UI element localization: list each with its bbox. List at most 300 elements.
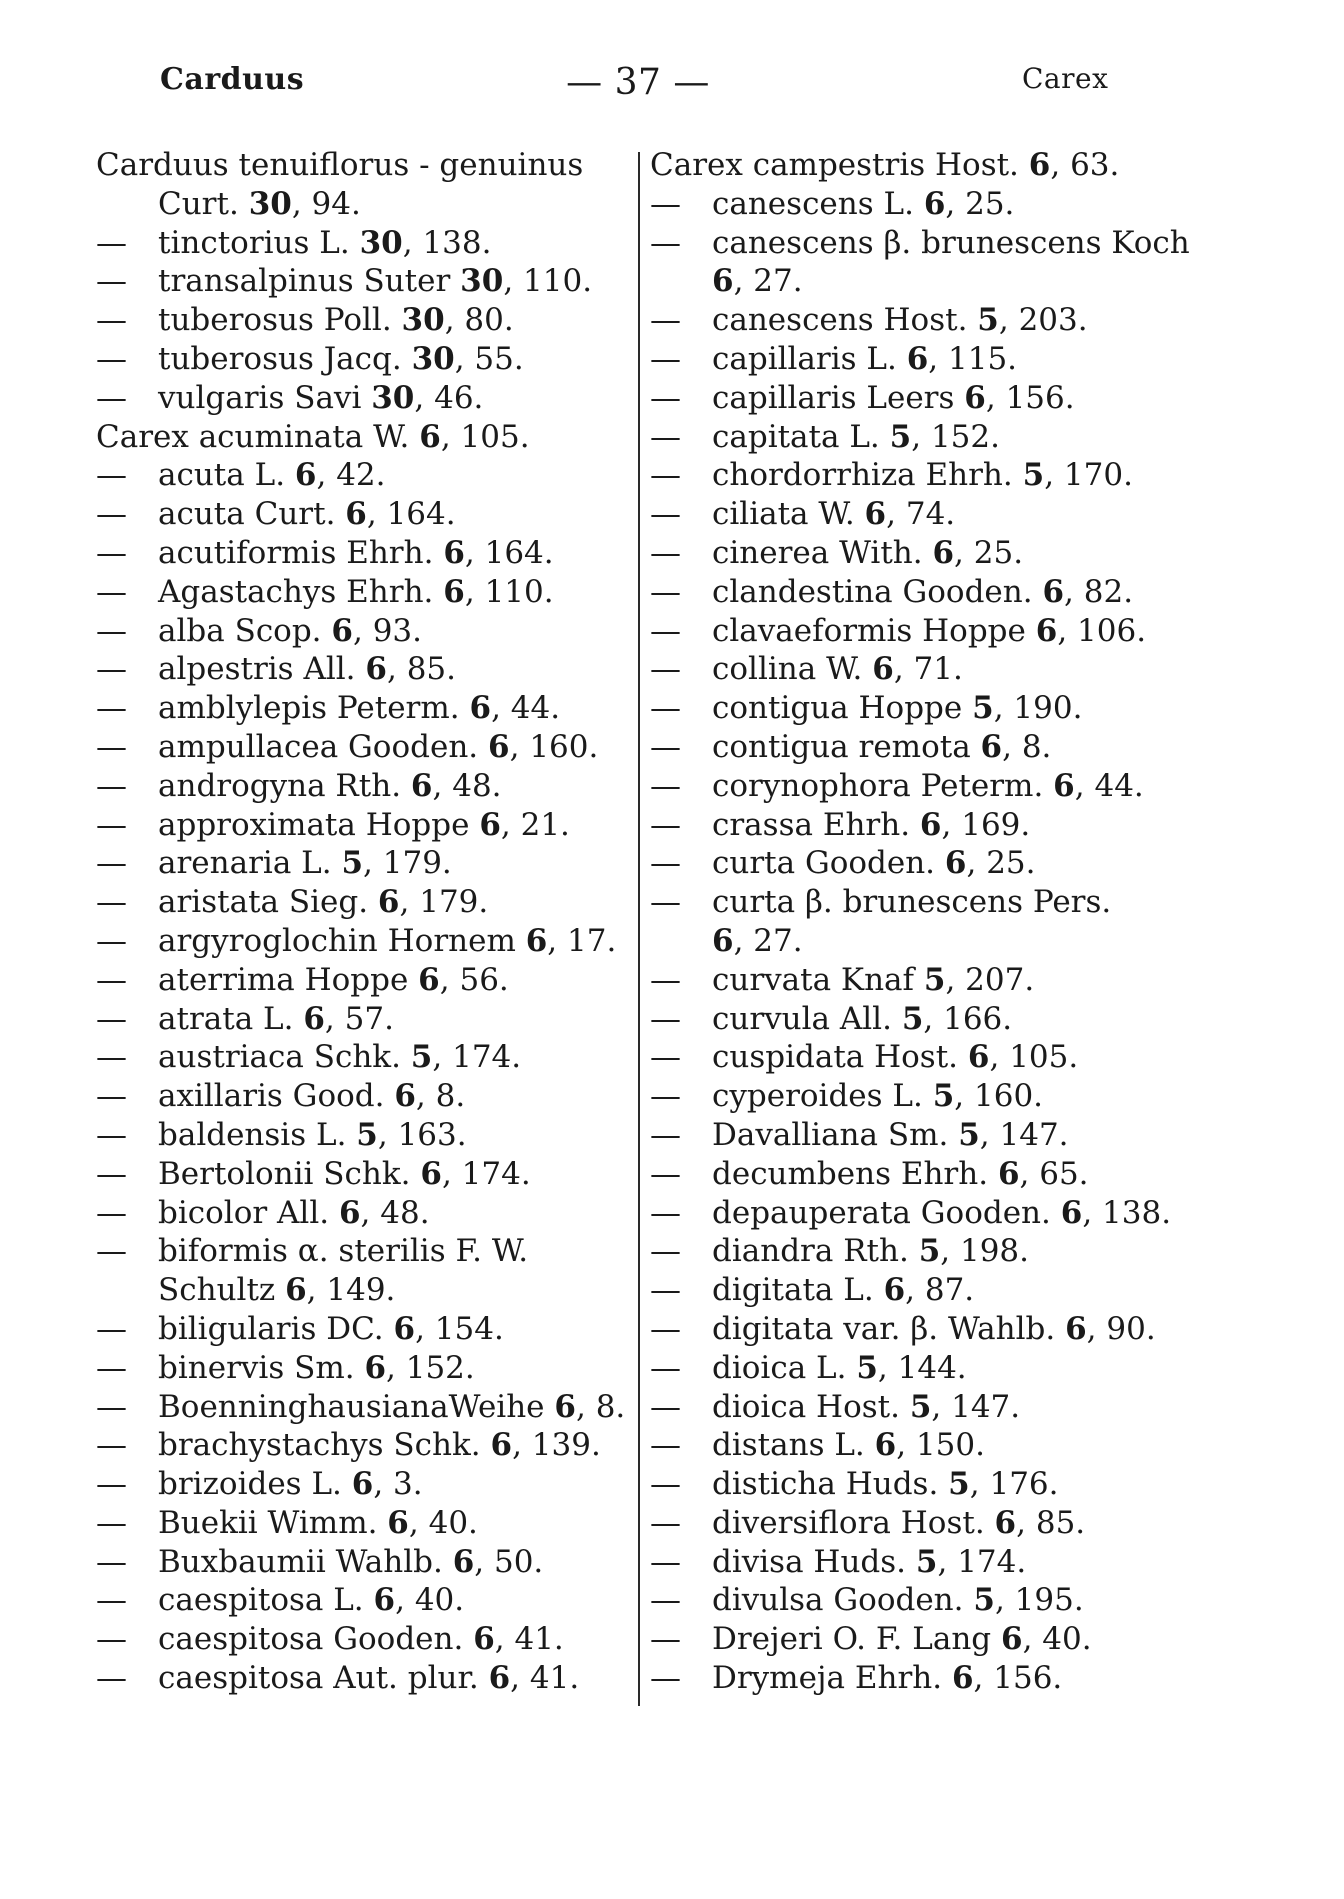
ditto-dash: — — [650, 496, 681, 533]
volume-number: 30 — [411, 340, 455, 377]
entry-name: diandra Rth. — [712, 1233, 909, 1270]
ditto-dash: — — [96, 1349, 127, 1386]
page-reference: 85. — [406, 651, 456, 688]
ditto-dash: — — [650, 185, 681, 222]
index-entry: — austriaca Schk. 5, 174. — [96, 1039, 522, 1076]
index-entry: — tinctorius L. 30, 138. — [96, 224, 492, 261]
volume-number: 6 — [469, 690, 492, 727]
ditto-dash: — — [650, 1543, 681, 1580]
page-reference: 144. — [897, 1349, 967, 1386]
ditto-dash: — — [650, 1078, 681, 1115]
index-entry: 6, 27. — [712, 922, 803, 959]
page-reference: 166. — [943, 1000, 1013, 1037]
index-entry: — diandra Rth. 5, 198. — [650, 1233, 1030, 1270]
index-entry: — caespitosa Aut. plur. 6, 41. — [96, 1660, 580, 1697]
index-entry: — atrata L. 6, 57. — [96, 1000, 394, 1037]
page-reference: 27. — [753, 263, 803, 300]
entry-name: cuspidata Host. — [712, 1039, 959, 1076]
volume-number: 5 — [973, 1582, 995, 1619]
ditto-dash: — — [650, 1660, 681, 1697]
ditto-dash: — — [96, 612, 127, 649]
ditto-dash: — — [650, 767, 681, 804]
page-reference: 71. — [913, 651, 963, 688]
volume-number: 6 — [394, 1078, 416, 1115]
index-entry: — alba Scop. 6, 93. — [96, 612, 423, 649]
page-reference: 179. — [419, 884, 489, 921]
entry-name: decumbens Ehrh. — [712, 1155, 989, 1192]
entry-name: caespitosa Aut. plur. — [158, 1660, 479, 1697]
volume-number: 6 — [906, 340, 929, 377]
ditto-dash: — — [96, 1466, 127, 1503]
ditto-dash: — — [96, 1039, 127, 1076]
entry-name: acuta Curt. — [158, 496, 336, 533]
ditto-dash: — — [96, 728, 127, 765]
index-entry: — aterrima Hoppe 6, 56. — [96, 961, 509, 998]
ditto-dash: — — [96, 1427, 127, 1464]
volume-number: 6 — [1035, 612, 1058, 649]
index-entry: — capitata L. 5, 152. — [650, 418, 1000, 455]
volume-number: 6 — [452, 1543, 475, 1580]
ditto-dash: — — [650, 418, 681, 455]
volume-number: 6 — [1042, 573, 1065, 610]
volume-number: 6 — [872, 651, 894, 688]
entry-name: Curt. — [158, 185, 239, 222]
page-reference: 203. — [1018, 302, 1088, 339]
entry-name: chordorrhiza Ehrh. — [712, 457, 1013, 494]
ditto-dash: — — [96, 1660, 127, 1697]
entry-name: crassa Ehrh. — [712, 806, 911, 843]
index-entry: Schultz 6, 149. — [158, 1272, 396, 1309]
page-reference: 82. — [1083, 573, 1134, 610]
volume-number: 6 — [1060, 1194, 1083, 1231]
entry-name: transalpinus Suter — [158, 263, 451, 300]
ditto-dash: — — [96, 1543, 127, 1580]
volume-number: 6 — [923, 185, 946, 222]
volume-number: 5 — [958, 1116, 980, 1153]
page-reference: 3. — [393, 1466, 423, 1503]
page-reference: 207. — [965, 961, 1035, 998]
volume-number: 6 — [473, 1621, 495, 1658]
ditto-dash: — — [96, 1116, 127, 1153]
entry-name: clandestina Gooden. — [712, 573, 1033, 610]
entry-name: acutiformis Ehrh. — [158, 534, 434, 571]
page-reference: 154. — [434, 1310, 504, 1347]
ditto-dash: — — [96, 1310, 127, 1347]
volume-number: 5 — [909, 1388, 932, 1425]
volume-number: 6 — [345, 496, 367, 533]
page-reference: 138. — [1102, 1194, 1172, 1231]
volume-number: 6 — [944, 845, 967, 882]
page-reference: 174. — [452, 1039, 522, 1076]
entry-name: divulsa Gooden. — [712, 1582, 964, 1619]
entry-name: diversiflora Host. — [712, 1504, 985, 1541]
page-reference: 25. — [973, 534, 1024, 571]
volume-number: 6 — [364, 1349, 387, 1386]
page-reference: 169. — [961, 806, 1031, 843]
entry-name: tuberosus Jacq. — [158, 340, 402, 377]
volume-number: 6 — [1028, 147, 1051, 183]
index-entry: — tuberosus Poll. 30, 80. — [96, 302, 514, 339]
index-entry: Carex acuminata W. 6, 105. — [96, 418, 530, 455]
volume-number: 6 — [443, 534, 465, 571]
page-reference: 40. — [428, 1504, 478, 1541]
index-entry: — depauperata Gooden. 6, 138. — [650, 1194, 1172, 1231]
page-reference: 48. — [452, 767, 502, 804]
volume-number: 5 — [341, 845, 364, 882]
ditto-dash: — — [96, 1155, 127, 1192]
page-reference: 174. — [461, 1155, 531, 1192]
ditto-dash: — — [650, 1116, 681, 1153]
page-reference: 138. — [422, 224, 492, 261]
volume-number: 6 — [874, 1427, 897, 1464]
entry-name: curvata Knaf — [712, 961, 915, 998]
page-reference: 105. — [1009, 1039, 1079, 1076]
index-entry: — collina W. 6, 71. — [650, 651, 963, 688]
ditto-dash: — — [650, 457, 681, 494]
page-reference: 48. — [380, 1194, 430, 1231]
entry-name: caespitosa L. — [158, 1582, 364, 1619]
ditto-dash: — — [96, 845, 127, 882]
index-entry: — Buxbaumii Wahlb. 6, 50. — [96, 1543, 544, 1580]
ditto-dash: — — [96, 457, 127, 494]
entry-name: androgyna Rth. — [158, 767, 402, 804]
index-entry: — curta Gooden. 6, 25. — [650, 845, 1036, 882]
ditto-dash: — — [650, 884, 681, 921]
right-column — [650, 146, 1190, 1698]
ditto-dash: — — [650, 1000, 681, 1037]
ditto-dash: — — [650, 379, 681, 416]
entry-name: dioica Host. — [712, 1388, 900, 1425]
page-reference: 21. — [520, 806, 570, 843]
index-entry: — acuta L. 6, 42. — [96, 457, 386, 494]
ditto-dash: — — [650, 1582, 681, 1619]
entry-name: brizoides L. — [158, 1466, 342, 1503]
ditto-dash: — — [650, 1349, 681, 1386]
volume-number: 6 — [443, 573, 465, 610]
page-reference: 164. — [484, 534, 554, 571]
index-entry: — corynophora Peterm. 6, 44. — [650, 767, 1144, 804]
volume-number: 6 — [419, 418, 441, 455]
volume-number: 5 — [915, 1543, 938, 1580]
page-reference: 152. — [930, 418, 1000, 455]
entry-name: depauperata Gooden. — [712, 1194, 1051, 1231]
page-reference: 17. — [567, 922, 617, 959]
index-entry: Carex campestris Host. 6, 63. — [650, 147, 1120, 183]
volume-number: 6 — [338, 1194, 361, 1231]
column-divider — [638, 152, 640, 1706]
index-entry: — binervis Sm. 6, 152. — [96, 1349, 475, 1386]
ditto-dash: — — [96, 806, 127, 843]
index-entry: — canescens L. 6, 25. — [650, 185, 1015, 222]
page-reference: 87. — [924, 1272, 975, 1309]
volume-number: 6 — [351, 1466, 374, 1503]
volume-number: 5 — [856, 1349, 878, 1386]
index-entry: — Bertolonii Schk. 6, 174. — [96, 1155, 531, 1192]
entry-name: curta Gooden. — [712, 845, 936, 882]
page-reference: 74. — [905, 496, 956, 533]
entry-name: distans L. — [712, 1427, 865, 1464]
index-entry: — disticha Huds. 5, 176. — [650, 1466, 1059, 1503]
index-entry: — digitata L. 6, 87. — [650, 1272, 975, 1309]
entry-name: Carduus tenuiflorus - genuinus — [96, 147, 584, 183]
page-reference: 85. — [1035, 1504, 1086, 1541]
volume-number: 5 — [948, 1466, 970, 1503]
entry-name: argyroglochin Hornem — [158, 922, 516, 959]
volume-number: 30 — [460, 263, 504, 300]
volume-number: 6 — [883, 1272, 906, 1309]
page-reference: 90. — [1106, 1310, 1156, 1347]
index-entry: Curt. 30, 94. — [158, 185, 361, 222]
volume-number: 6 — [1053, 767, 1075, 804]
volume-number: 6 — [967, 1039, 990, 1076]
ditto-dash: — — [96, 922, 127, 959]
entry-name: alba Scop. — [158, 612, 322, 649]
volume-number: 30 — [359, 224, 403, 261]
page-reference: 160. — [974, 1078, 1044, 1115]
index-entry: — androgyna Rth. 6, 48. — [96, 767, 502, 804]
volume-number: 5 — [918, 1233, 941, 1270]
entry-name: capillaris L. — [712, 340, 897, 377]
index-entry: — BoenninghausianaWeihe 6, 8. — [96, 1388, 626, 1425]
entry-name: clavaeformis Hoppe — [712, 612, 1026, 649]
index-entry: — cinerea With. 6, 25. — [650, 534, 1024, 571]
ditto-dash: — — [650, 1310, 681, 1347]
volume-number: 6 — [365, 651, 387, 688]
page-reference: 163. — [397, 1116, 467, 1153]
ditto-dash: — — [96, 1621, 127, 1658]
volume-number: 6 — [1001, 1621, 1023, 1658]
index-entry: — dioica Host. 5, 147. — [650, 1388, 1021, 1425]
ditto-dash: — — [96, 340, 127, 377]
volume-number: 30 — [401, 302, 445, 339]
page-reference: 156. — [993, 1660, 1063, 1697]
index-entry: — divulsa Gooden. 5, 195. — [650, 1582, 1084, 1619]
page-reference: 93. — [372, 612, 423, 649]
entry-name: BoenninghausianaWeihe — [158, 1388, 545, 1425]
volume-number: 6 — [932, 534, 955, 571]
ditto-dash: — — [650, 690, 681, 727]
volume-number: 6 — [980, 728, 1003, 765]
page-reference: 40. — [414, 1582, 465, 1619]
volume-number: 5 — [923, 961, 946, 998]
index-entry: — curvula All. 5, 166. — [650, 1000, 1013, 1037]
entry-name: aristata Sieg. — [158, 884, 369, 921]
entry-name: divisa Huds. — [712, 1543, 907, 1580]
entry-name: amblylepis Peterm. — [158, 690, 460, 727]
index-entry: — clandestina Gooden. 6, 82. — [650, 573, 1134, 610]
index-entry: — distans L. 6, 150. — [650, 1427, 985, 1464]
ditto-dash: — — [96, 573, 127, 610]
ditto-dash: — — [96, 1078, 127, 1115]
entry-name: Drejeri O. F. Lang — [712, 1621, 992, 1658]
ditto-dash: — — [650, 728, 681, 765]
index-entry — [650, 224, 1190, 263]
page-reference: 160. — [529, 728, 599, 765]
index-entry: — Buekii Wimm. 6, 40. — [96, 1504, 478, 1541]
page-reference: 198. — [959, 1233, 1030, 1270]
index-entry: — approximata Hoppe 6, 21. — [96, 806, 570, 843]
running-head-right: Carex — [1022, 62, 1109, 95]
entry-name: digitata L. — [712, 1272, 874, 1309]
volume-number: 6 — [919, 806, 942, 843]
entry-name: Carex acuminata W. — [96, 418, 410, 455]
ditto-dash: — — [96, 651, 127, 688]
page-reference: 110. — [484, 573, 554, 610]
ditto-dash: — — [96, 1233, 127, 1270]
volume-number: 30 — [248, 185, 292, 222]
page-reference: 115. — [948, 340, 1018, 377]
index-entry: — aristata Sieg. 6, 179. — [96, 884, 489, 921]
index-entry: — Drymeja Ehrh. 6, 156. — [650, 1660, 1063, 1697]
index-entry: — arenaria L. 5, 179. — [96, 845, 452, 882]
volume-number: 6 — [712, 263, 734, 300]
index-entry: — cyperoides L. 5, 160. — [650, 1078, 1044, 1115]
ditto-dash: — — [96, 961, 127, 998]
entry-name: Davalliana Sm. — [712, 1116, 949, 1153]
volume-number: 6 — [951, 1660, 974, 1697]
ditto-dash: — — [650, 534, 681, 571]
entry-name: Bertolonii Schk. — [158, 1155, 411, 1192]
index-entry — [96, 146, 630, 185]
entry-name: vulgaris Savi — [158, 379, 362, 416]
volume-number: 6 — [712, 922, 734, 959]
index-entry: — chordorrhiza Ehrh. 5, 170. — [650, 457, 1133, 494]
index-entry: 6, 27. — [712, 263, 803, 300]
volume-number: 6 — [964, 379, 986, 416]
index-entry: — ampullacea Gooden. 6, 160. — [96, 728, 599, 765]
volume-number: 5 — [356, 1116, 378, 1153]
page-reference: 94. — [311, 185, 361, 222]
ditto-dash: — — [96, 534, 127, 571]
index-entry: — dioica L. 5, 144. — [650, 1349, 967, 1386]
page-reference: 44. — [510, 690, 561, 727]
ditto-dash: — — [650, 806, 681, 843]
page-reference: 195. — [1014, 1582, 1084, 1619]
page-reference: 149. — [326, 1272, 396, 1309]
volume-number: 6 — [554, 1388, 576, 1425]
volume-number: 5 — [1022, 457, 1045, 494]
ditto-dash: — — [96, 1504, 127, 1541]
page-reference: 8. — [435, 1078, 466, 1115]
index-entry: — caespitosa Gooden. 6, 41. — [96, 1621, 564, 1658]
entry-name: binervis Sm. — [158, 1349, 355, 1386]
page-reference: 25. — [986, 845, 1036, 882]
ditto-dash: — — [96, 302, 127, 339]
ditto-dash: — — [650, 1233, 681, 1270]
entry-name: axillaris Good. — [158, 1078, 385, 1115]
ditto-dash: — — [650, 961, 681, 998]
entry-name: brachystachys Schk. — [158, 1427, 481, 1464]
volume-number: 5 — [932, 1078, 955, 1115]
index-entry: — curvata Knaf 5, 207. — [650, 961, 1035, 998]
page-reference: 174. — [957, 1543, 1027, 1580]
page-number: — 37 — — [566, 62, 710, 103]
entry-name: canescens Host. — [712, 302, 968, 339]
page-reference: 8. — [1021, 728, 1052, 765]
ditto-dash: — — [650, 1039, 681, 1076]
volume-number: 6 — [331, 612, 353, 649]
index-entry: — contigua remota 6, 8. — [650, 728, 1052, 765]
entry-name: collina W. — [712, 651, 863, 688]
ditto-dash: — — [650, 573, 681, 610]
volume-number: 6 — [864, 496, 887, 533]
page-reference: 164. — [386, 496, 456, 533]
page-reference: 42. — [336, 457, 386, 494]
entry-name: tinctorius L. — [158, 224, 350, 261]
ditto-dash: — — [650, 302, 681, 339]
entry-name: Buxbaumii Wahlb. — [158, 1543, 443, 1580]
page-reference: 46. — [434, 379, 484, 416]
index-entry: — contigua Hoppe 5, 190. — [650, 690, 1083, 727]
page-reference: 56. — [459, 961, 509, 998]
entry-name: approximata Hoppe — [158, 806, 470, 843]
page-reference: 63. — [1070, 147, 1120, 183]
ditto-dash: — — [96, 1000, 127, 1037]
entry-name: Carex campestris Host. — [650, 147, 1019, 183]
ditto-dash: — — [96, 379, 127, 416]
index-entry: — brachystachys Schk. 6, 139. — [96, 1427, 601, 1464]
entry-name: atrata L. — [158, 1000, 294, 1037]
volume-number: 6 — [410, 767, 433, 804]
entry-name: austriaca Schk. — [158, 1039, 401, 1076]
entry-name: capitata L. — [712, 418, 880, 455]
index-entry: — vulgaris Savi 30, 46. — [96, 379, 484, 416]
entry-name: Agastachys Ehrh. — [158, 573, 434, 610]
volume-number: 6 — [420, 1155, 442, 1192]
entry-name: alpestris All. — [158, 651, 356, 688]
volume-number: 5 — [977, 302, 999, 339]
index-entry: — bicolor All. 6, 48. — [96, 1194, 430, 1231]
page-reference: 41. — [529, 1660, 580, 1697]
volume-number: 6 — [994, 1504, 1017, 1541]
entry-name: Buekii Wimm. — [158, 1504, 378, 1541]
index-entry: — brizoides L. 6, 3. — [96, 1466, 423, 1503]
ditto-dash: — — [650, 1427, 681, 1464]
entry-name: cinerea With. — [712, 534, 923, 571]
page-reference: 152. — [405, 1349, 475, 1386]
index-entry: — digitata var. β. Wahlb. 6, 90. — [650, 1310, 1156, 1347]
index-entry: — canescens Host. 5, 203. — [650, 302, 1088, 339]
page-reference: 80. — [464, 302, 514, 339]
index-entry: — amblylepis Peterm. 6, 44. — [96, 690, 561, 727]
page-reference: 176. — [989, 1466, 1059, 1503]
ditto-dash: — — [650, 1504, 681, 1541]
index-entry: — decumbens Ehrh. 6, 65. — [650, 1155, 1089, 1192]
index-entry: — cuspidata Host. 6, 105. — [650, 1039, 1079, 1076]
ditto-dash: — — [650, 612, 681, 649]
volume-number: 6 — [488, 1660, 511, 1697]
entry-name: canescens L. — [712, 185, 914, 222]
entry-name: contigua remota — [712, 728, 971, 765]
page-reference: 150. — [915, 1427, 985, 1464]
ditto-dash: — — [96, 1582, 127, 1619]
index-entry: — capillaris Leers 6, 156. — [650, 379, 1075, 416]
page-reference: 55. — [474, 340, 524, 377]
index-entry: — caespitosa L. 6, 40. — [96, 1582, 465, 1619]
volume-number: 6 — [373, 1582, 396, 1619]
index-entry: — tuberosus Jacq. 30, 55. — [96, 340, 524, 377]
volume-number: 6 — [479, 806, 501, 843]
entry-name: digitata var. β. Wahlb. — [712, 1310, 1056, 1347]
index-entry: — baldensis L. 5, 163. — [96, 1116, 467, 1153]
ditto-dash: — — [650, 1621, 681, 1658]
ditto-dash: — — [96, 1194, 127, 1231]
ditto-dash: — — [650, 1155, 681, 1192]
page-reference: 147. — [999, 1116, 1069, 1153]
entry-name: curta β. brunescens Pers. — [712, 884, 1112, 921]
index-entry — [96, 1232, 630, 1271]
entry-name: contigua Hoppe — [712, 690, 963, 727]
